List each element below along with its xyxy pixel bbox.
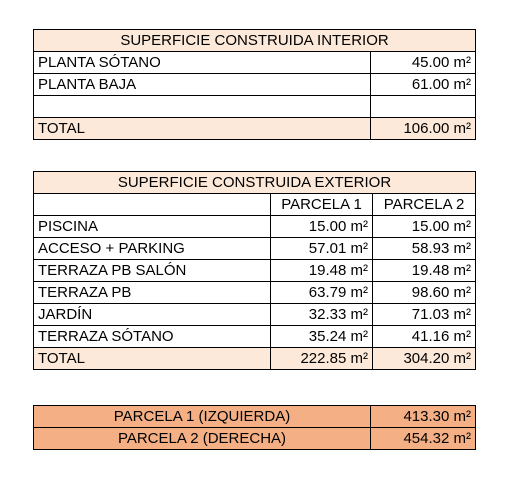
table-row	[34, 74, 476, 96]
interior-title: SUPERFICIE CONSTRUIDA INTERIOR	[34, 30, 476, 52]
empty-header-cell	[34, 194, 271, 216]
column-header-parcela-2: PARCELA 2	[373, 194, 476, 216]
table-row	[34, 260, 476, 282]
table-row	[34, 238, 476, 260]
total-label: TOTAL	[34, 348, 271, 370]
row-label: PLANTA SÓTANO	[34, 52, 371, 74]
summary-table	[33, 405, 476, 450]
row-value: 45.00 m²	[371, 52, 476, 74]
table-row	[34, 282, 476, 304]
row-label: ACCESO + PARKING	[34, 238, 271, 260]
row-value-parcela-1: 57.01 m²	[271, 238, 373, 260]
interior-surface-table	[33, 29, 476, 140]
table-row	[34, 216, 476, 238]
table-row	[34, 304, 476, 326]
total-value: 106.00 m²	[371, 118, 476, 140]
row-value-parcela-1: 63.79 m²	[271, 282, 373, 304]
row-label: PLANTA BAJA	[34, 74, 371, 96]
row-value-parcela-1: 15.00 m²	[271, 216, 373, 238]
summary-value: 413.30 m²	[371, 406, 476, 428]
row-value-parcela-2: 15.00 m²	[373, 216, 476, 238]
exterior-title: SUPERFICIE CONSTRUIDA EXTERIOR	[34, 172, 476, 194]
table-row	[34, 52, 476, 74]
table-row-empty	[34, 96, 476, 118]
summary-value: 454.32 m²	[371, 428, 476, 450]
exterior-header-row	[34, 172, 476, 194]
summary-label: PARCELA 1 (IZQUIERDA)	[34, 406, 371, 428]
total-value-parcela-2: 304.20 m²	[373, 348, 476, 370]
row-label: TERRAZA SÓTANO	[34, 326, 271, 348]
row-value-parcela-2: 98.60 m²	[373, 282, 476, 304]
row-value-parcela-2: 19.48 m²	[373, 260, 476, 282]
row-value-parcela-2: 71.03 m²	[373, 304, 476, 326]
row-value-parcela-2: 41.16 m²	[373, 326, 476, 348]
row-value-parcela-1: 32.33 m²	[271, 304, 373, 326]
row-value: 61.00 m²	[371, 74, 476, 96]
table-row	[34, 326, 476, 348]
summary-row	[34, 406, 476, 428]
row-label: JARDÍN	[34, 304, 271, 326]
row-label: TERRAZA PB SALÓN	[34, 260, 271, 282]
exterior-column-header-row	[34, 194, 476, 216]
exterior-surface-table	[33, 171, 476, 370]
row-label: TERRAZA PB	[34, 282, 271, 304]
row-value	[371, 96, 476, 118]
row-label: PISCINA	[34, 216, 271, 238]
row-label	[34, 96, 371, 118]
row-value-parcela-1: 19.48 m²	[271, 260, 373, 282]
column-header-parcela-1: PARCELA 1	[271, 194, 373, 216]
interior-total-row	[34, 118, 476, 140]
row-value-parcela-1: 35.24 m²	[271, 326, 373, 348]
total-value-parcela-1: 222.85 m²	[271, 348, 373, 370]
row-value-parcela-2: 58.93 m²	[373, 238, 476, 260]
summary-row	[34, 428, 476, 450]
interior-header-row	[34, 30, 476, 52]
summary-label: PARCELA 2 (DERECHA)	[34, 428, 371, 450]
exterior-total-row	[34, 348, 476, 370]
total-label: TOTAL	[34, 118, 371, 140]
